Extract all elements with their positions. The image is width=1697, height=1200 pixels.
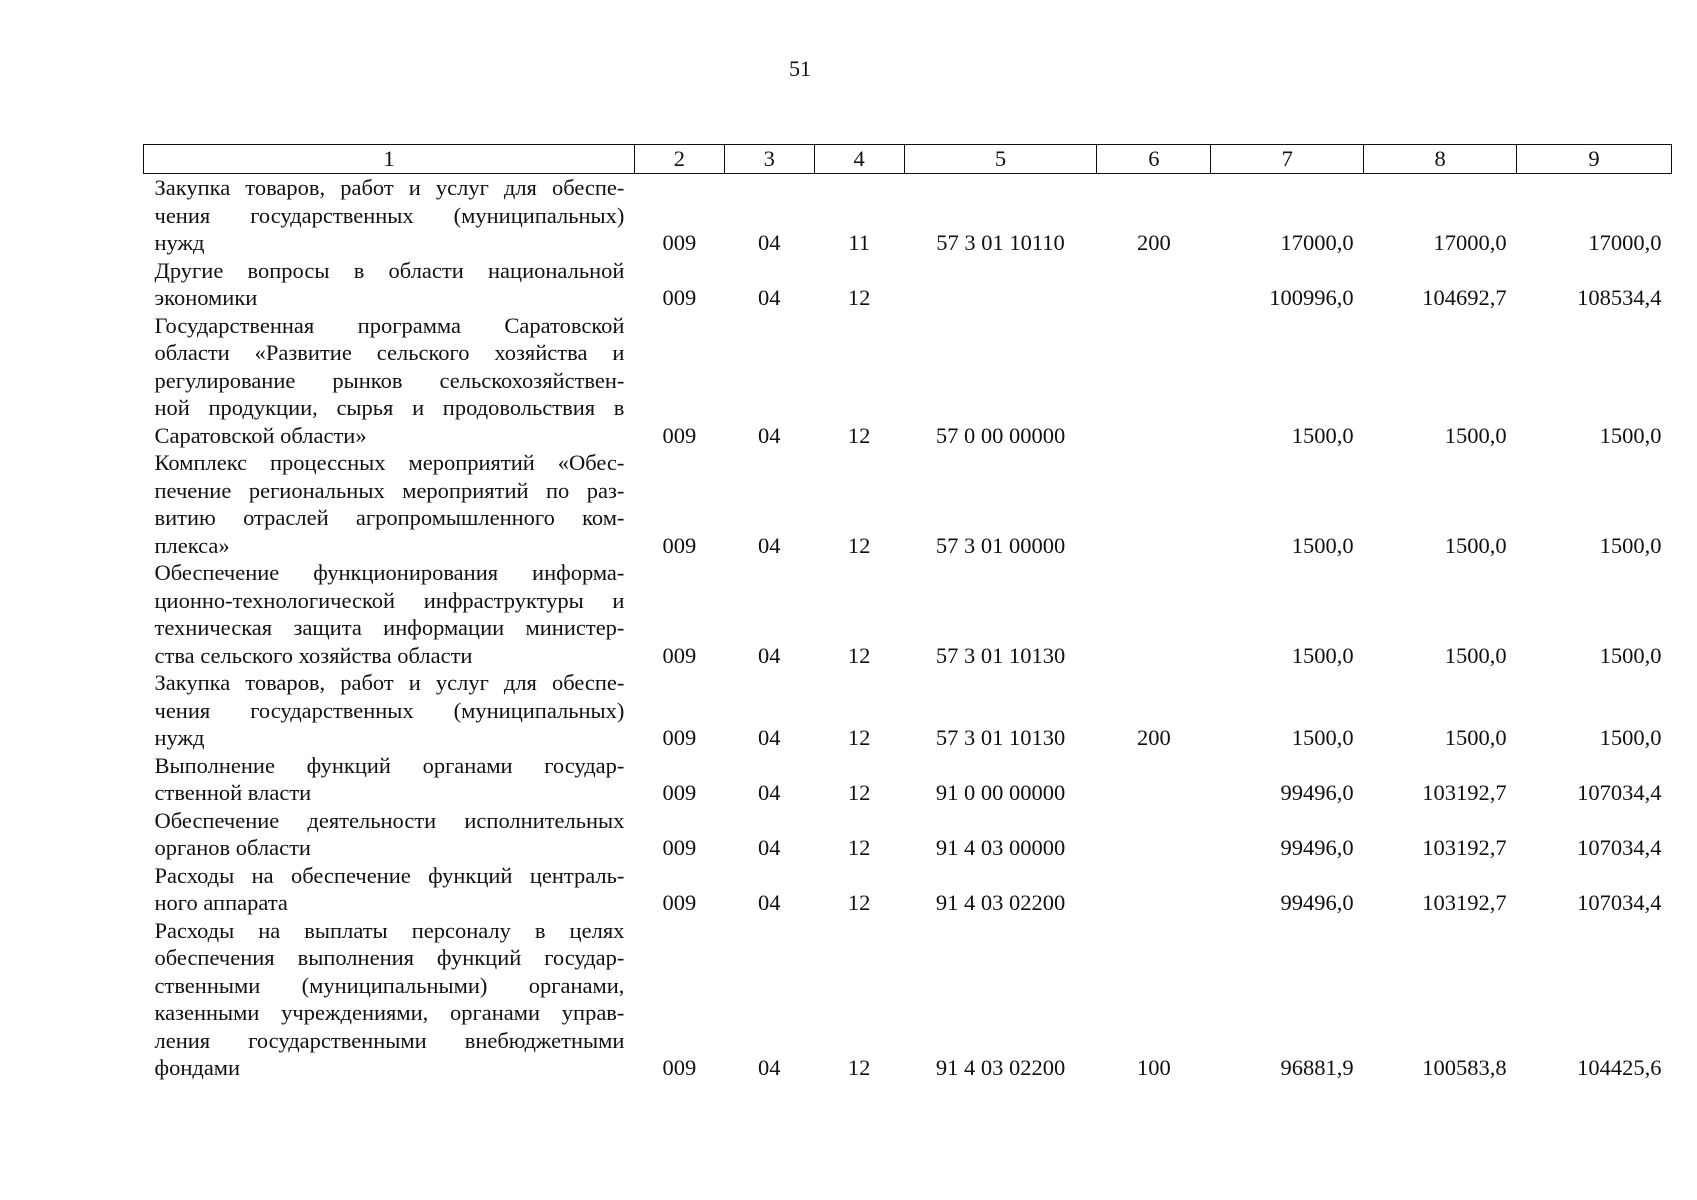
row-amount-year-1: 1500,0 (1291, 642, 1354, 668)
row-amount-year-3: 1500,0 (1599, 422, 1662, 448)
row-name-cell (144, 917, 635, 1082)
row-subsection-code: 12 (847, 1055, 871, 1080)
row-ministry-code: 009 (662, 890, 697, 915)
row-amount-year-2: 1500,0 (1444, 642, 1507, 668)
row-amount-year-1: 100996,0 (1269, 285, 1354, 310)
row-amount-year-2: 1500,0 (1444, 725, 1507, 750)
row-expense-type-code (1097, 752, 1211, 807)
row-name-line: нужд (154, 725, 205, 750)
row-target-article-code: 91 0 00 00000 (935, 780, 1066, 805)
row-ministry-code: 009 (662, 780, 697, 805)
row-amount-year-2: 104692,7 (1422, 285, 1507, 310)
row-amount-year-3: 108534,4 (1577, 285, 1662, 310)
row-amount-year-1: 1500,0 (1291, 532, 1354, 558)
row-name-cell (144, 257, 635, 312)
row-expense-type-code: 200 (1136, 230, 1171, 255)
row-name-line: Обеспечение функционирования информа- (154, 560, 625, 585)
row-subsection-code: 12 (847, 780, 871, 805)
row-name-cell (144, 807, 635, 862)
header-row (144, 145, 1672, 174)
row-amount-year-1: 99496,0 (1280, 890, 1354, 915)
row-amount-year-2: 1500,0 (1444, 422, 1507, 448)
row-target-article-code: 91 4 03 02200 (935, 890, 1066, 915)
table-row (144, 862, 1672, 917)
row-amount-year-2: 103192,7 (1422, 835, 1507, 860)
row-target-article-code: 57 3 01 10130 (935, 725, 1066, 750)
row-name-line: ства сельского хозяйства области (154, 642, 473, 668)
row-name-line: экономики (154, 285, 258, 310)
row-name-line: казенными учреждениями, органами управ- (154, 1000, 625, 1025)
header-col-7: 7 (1211, 145, 1364, 174)
row-name-cell (144, 174, 635, 257)
row-target-article-code: 57 3 01 10130 (935, 642, 1066, 668)
table-row (144, 752, 1672, 807)
row-section-code: 04 (758, 532, 781, 558)
row-amount-year-1: 99496,0 (1280, 835, 1354, 860)
row-name-line: ственной власти (154, 780, 312, 805)
row-name-line: плекса» (154, 532, 230, 558)
row-section-code: 04 (758, 780, 781, 805)
row-amount-year-3: 1500,0 (1599, 532, 1662, 558)
row-amount-year-1: 17000,0 (1280, 230, 1354, 255)
header-col-9: 9 (1517, 145, 1672, 174)
row-section-code: 04 (758, 642, 781, 668)
row-name-line: Саратовской области» (154, 422, 367, 448)
header-col-5: 5 (904, 145, 1097, 174)
row-name-line: витию отраслей агропромышленного ком- (154, 505, 625, 530)
row-subsection-code: 12 (847, 725, 871, 750)
row-expense-type-code (1097, 862, 1211, 917)
row-expense-type-code (1097, 449, 1211, 559)
row-name-line: фондами (154, 1055, 241, 1080)
row-ministry-code: 009 (662, 422, 697, 448)
table-row (144, 174, 1672, 257)
page-number: 51 (789, 56, 811, 81)
header-col-3: 3 (724, 145, 814, 174)
row-amount-year-3: 104425,6 (1577, 1055, 1662, 1080)
row-name-line: Другие вопросы в области национальной (154, 257, 625, 283)
row-name-line: обеспечения выполнения функций государ- (154, 945, 625, 970)
row-name-line: области «Развитие сельского хозяйства и (154, 340, 625, 365)
row-ministry-code: 009 (662, 642, 697, 668)
table-row (144, 449, 1672, 559)
row-name-line: чения государственных (муниципальных) (154, 202, 625, 228)
table-row (144, 559, 1672, 669)
row-amount-year-3: 107034,4 (1577, 780, 1662, 805)
row-name-line: печение региональных мероприятий по раз- (154, 477, 625, 503)
row-target-article-code: 91 4 03 00000 (935, 835, 1066, 860)
row-target-article-code: 91 4 03 02200 (935, 1055, 1066, 1080)
row-amount-year-1: 1500,0 (1291, 422, 1354, 448)
row-expense-type-code (1097, 312, 1211, 450)
row-ministry-code: 009 (662, 230, 697, 255)
row-name-line: регулирование рынков сельскохозяйствен- (154, 367, 625, 393)
table-row (144, 312, 1672, 450)
row-name-line: чения государственных (муниципальных) (154, 697, 625, 723)
row-target-article-code: 57 0 00 00000 (935, 422, 1066, 448)
row-name-line: ления государственными внебюджетными (154, 1027, 625, 1053)
table-body (144, 174, 1672, 1082)
row-ministry-code: 009 (662, 725, 697, 750)
row-ministry-code: 009 (662, 532, 697, 558)
table-row (144, 917, 1672, 1082)
row-ministry-code: 009 (662, 1055, 697, 1080)
row-subsection-code: 12 (847, 835, 871, 860)
table-row (144, 807, 1672, 862)
row-amount-year-3: 1500,0 (1599, 725, 1662, 750)
row-amount-year-2: 103192,7 (1422, 780, 1507, 805)
row-name-cell (144, 862, 635, 917)
row-name-line: ственными (муниципальными) органами, (154, 972, 625, 998)
row-name-line: техническая защита информации министер- (154, 615, 625, 640)
row-name-cell (144, 752, 635, 807)
row-section-code: 04 (758, 285, 781, 310)
row-section-code: 04 (758, 835, 781, 860)
row-name-cell (144, 559, 635, 669)
header-col-2: 2 (634, 145, 724, 174)
row-subsection-code: 12 (847, 422, 871, 448)
row-expense-type-code: 200 (1136, 725, 1171, 750)
row-section-code: 04 (758, 230, 781, 255)
row-expense-type-code (1097, 807, 1211, 862)
table-header (144, 145, 1672, 174)
row-name-line: нужд (154, 230, 205, 255)
row-amount-year-2: 103192,7 (1422, 890, 1507, 915)
row-name-line: Закупка товаров, работ и услуг для обеспе- (154, 670, 625, 695)
row-subsection-code: 12 (847, 890, 871, 915)
row-ministry-code: 009 (662, 285, 697, 310)
table-row (144, 257, 1672, 312)
row-expense-type-code: 100 (1136, 1055, 1171, 1080)
row-amount-year-2: 17000,0 (1433, 230, 1507, 255)
row-name-line: ного аппарата (154, 890, 288, 915)
row-name-line: Государственная программа Саратовской (154, 312, 625, 338)
header-col-1: 1 (144, 145, 635, 174)
row-name-line: ной продукции, сырья и продовольствия в (154, 395, 625, 420)
header-col-6: 6 (1097, 145, 1211, 174)
row-subsection-code: 12 (847, 642, 871, 668)
row-expense-type-code (1097, 257, 1211, 312)
row-name-cell (144, 449, 635, 559)
row-amount-year-1: 99496,0 (1280, 780, 1354, 805)
row-ministry-code: 009 (662, 835, 697, 860)
row-expense-type-code (1097, 559, 1211, 669)
header-col-8: 8 (1364, 145, 1517, 174)
row-name-line: Закупка товаров, работ и услуг для обеспе- (154, 175, 625, 200)
row-section-code: 04 (758, 725, 781, 750)
row-subsection-code: 11 (848, 230, 870, 255)
row-name-line: ционно-технологической инфраструктуры и (154, 587, 625, 613)
row-section-code: 04 (758, 1055, 781, 1080)
row-name-line: Расходы на выплаты персоналу в целях (154, 917, 625, 943)
row-amount-year-3: 17000,0 (1588, 230, 1662, 255)
budget-table (143, 144, 1672, 1082)
row-amount-year-1: 1500,0 (1291, 725, 1354, 750)
row-subsection-code: 12 (847, 532, 871, 558)
row-amount-year-2: 1500,0 (1444, 532, 1507, 558)
table-row (144, 669, 1672, 752)
row-target-article-code: 57 3 01 00000 (935, 532, 1066, 558)
row-amount-year-3: 1500,0 (1599, 642, 1662, 668)
row-target-article-code (904, 257, 1097, 312)
row-name-line: Обеспечение деятельности исполнительных (154, 807, 625, 833)
row-amount-year-1: 96881,9 (1280, 1055, 1354, 1080)
row-name-cell (144, 669, 635, 752)
header-col-4: 4 (814, 145, 904, 174)
row-name-line: Комплекс процессных мероприятий «Обес- (154, 450, 625, 475)
row-section-code: 04 (758, 890, 781, 915)
row-amount-year-2: 100583,8 (1422, 1055, 1507, 1080)
row-subsection-code: 12 (847, 285, 871, 310)
row-section-code: 04 (758, 422, 781, 448)
row-amount-year-3: 107034,4 (1577, 890, 1662, 915)
row-name-line: Выполнение функций органами государ- (154, 752, 625, 778)
row-target-article-code: 57 3 01 10110 (936, 230, 1065, 255)
row-amount-year-3: 107034,4 (1577, 835, 1662, 860)
row-name-cell (144, 312, 635, 450)
row-name-line: Расходы на обеспечение функций централь- (154, 862, 625, 888)
row-name-line: органов области (154, 835, 311, 860)
